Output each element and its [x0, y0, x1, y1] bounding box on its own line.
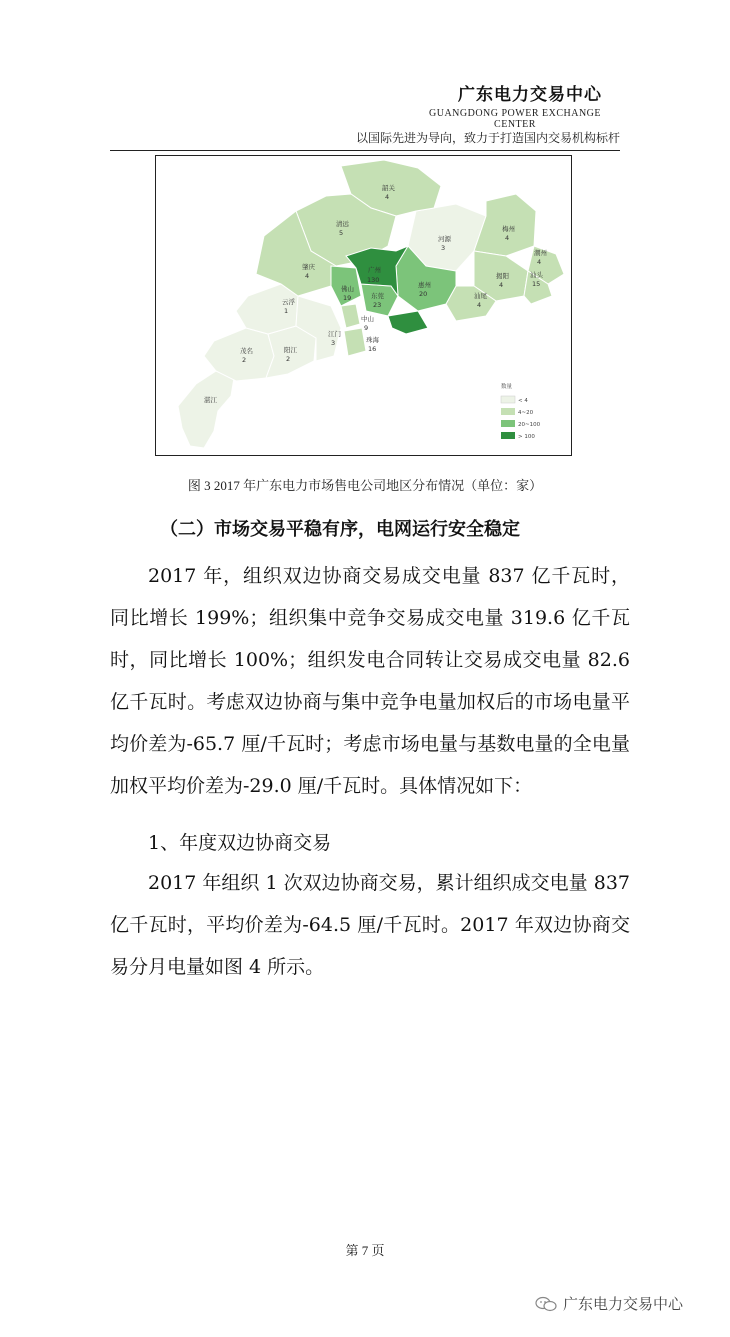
map-value-maoming: 2	[242, 356, 247, 364]
map-value-qingyuan: 5	[339, 229, 344, 237]
legend-swatch-1	[501, 396, 515, 403]
watermark-text: 广东电力交易中心	[563, 1295, 684, 1313]
map-value-chaozhou: 4	[537, 258, 542, 266]
legend-swatch-2	[501, 408, 515, 415]
map-label-chaozhou: 潮州	[534, 249, 547, 257]
map-value-yangjiang: 2	[286, 355, 291, 363]
map-label-guangzhou: 广州	[368, 266, 381, 274]
map-label-meizhou: 梅州	[502, 225, 515, 233]
map-label-yunfu: 云浮	[282, 298, 295, 306]
map-value-foshan: 19	[343, 294, 352, 302]
body-paragraph-1: 2017 年，组织双边协商交易成交电量 837 亿千瓦时，同比增长 199%；组织集中竞争交易成交电量 319.6 亿千瓦时，同比增长 100%；组织发电合同转让交易成交电量 82.6 亿千瓦时。考虑双边协商与集中竞争电量加权后的市场电量平均价差为-65.7 厘/千瓦时；考虑市场电量与基数电量的全电量加权平均价差为-29.0 厘/千瓦时。具体情况如下：	[110, 565, 630, 797]
header-slogan: 以国际先进为导向，致力于打造国内交易机构标杆	[355, 131, 620, 145]
map-label-shanwei: 汕尾	[474, 292, 487, 300]
legend-swatch-4	[501, 432, 515, 439]
wechat-watermark	[535, 1293, 715, 1314]
map-value-meizhou: 4	[505, 234, 510, 242]
map-label-zhanjiang: 湛江	[204, 396, 217, 404]
region-map-figure	[155, 155, 572, 456]
map-label-shaoguan: 韶关	[382, 184, 395, 192]
header-divider	[110, 150, 620, 151]
figure-caption: 图 3 2017 年广东电力市场售电公司地区分布情况（单位：家）	[187, 478, 543, 493]
map-region-zhuhai	[344, 328, 366, 356]
map-value-dongguan: 23	[373, 301, 382, 309]
map-label-qingyuan: 清远	[336, 220, 349, 228]
map-value-guangzhou: 130	[367, 276, 380, 284]
legend-label-2: 4~20	[518, 410, 534, 416]
map-region-zhanjiang	[178, 371, 234, 448]
header-title: 广东电力交易中心	[458, 85, 602, 105]
map-label-zhuhai: 珠海	[366, 336, 379, 344]
legend-label-1: < 4	[518, 398, 528, 404]
guangdong-map	[156, 156, 571, 455]
header-subtitle: GUANGDONG POWER EXCHANGE CENTER	[429, 108, 601, 130]
map-region-yunfu	[236, 284, 298, 334]
map-label-zhaoqing: 肇庆	[302, 263, 315, 271]
map-value-heyuan: 3	[441, 244, 446, 252]
map-label-maoming: 茂名	[240, 347, 253, 355]
map-value-shantou: 15	[532, 280, 541, 288]
map-value-zhongshan: 9	[364, 324, 369, 332]
map-label-dongguan: 东莞	[371, 292, 384, 300]
item-title-bilateral: 1、年度双边协商交易	[148, 832, 332, 854]
map-value-yunfu: 1	[284, 307, 289, 315]
legend-label-4: > 100	[518, 434, 535, 440]
map-value-huizhou: 20	[419, 290, 428, 298]
map-legend	[501, 382, 541, 440]
page-number: 第 7 页	[345, 1243, 385, 1258]
map-label-jiangmen: 江门	[328, 330, 341, 338]
map-label-huizhou: 惠州	[418, 281, 431, 289]
section-heading: （二）市场交易平稳有序，电网运行安全稳定	[160, 519, 520, 540]
map-value-zhuhai: 16	[368, 345, 377, 353]
map-value-jieyang: 4	[499, 281, 504, 289]
map-value-shaoguan: 4	[385, 193, 390, 201]
map-label-shantou: 汕头	[530, 271, 543, 279]
map-label-jieyang: 揭阳	[496, 272, 509, 280]
wechat-icon	[535, 1296, 557, 1312]
map-label-heyuan: 河源	[438, 235, 451, 243]
map-label-yangjiang: 阳江	[284, 346, 297, 354]
map-region-zhongshan	[341, 304, 360, 328]
legend-swatch-3	[501, 420, 515, 427]
map-label-foshan: 佛山	[341, 285, 354, 293]
map-label-zhongshan: 中山	[361, 315, 374, 323]
map-region-shenzhen	[388, 311, 428, 334]
map-value-jiangmen: 3	[331, 339, 336, 347]
map-value-shanwei: 4	[477, 301, 482, 309]
map-value-zhaoqing: 4	[305, 272, 310, 280]
body-paragraph-2: 2017 年组织 1 次双边协商交易，累计组织成交电量 837 亿千瓦时，平均价差为-64.5 厘/千瓦时。2017 年双边协商交易分月电量如图 4 所示。	[110, 872, 630, 978]
legend-label-3: 20~100	[518, 422, 541, 428]
legend-title: 数量	[501, 384, 513, 390]
